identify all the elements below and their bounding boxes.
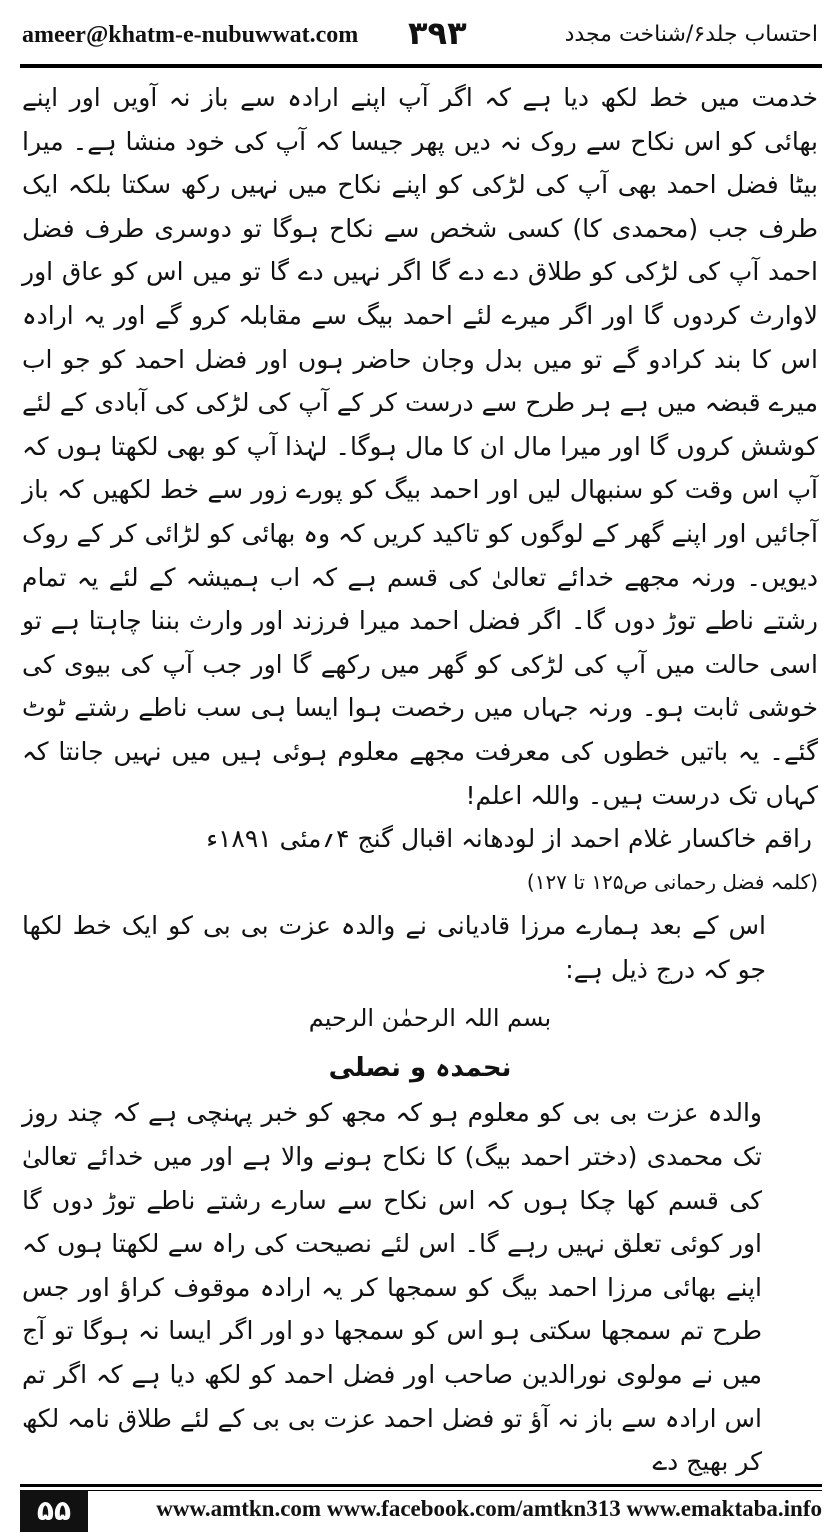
page-header xyxy=(20,14,822,62)
footer-divider-thin xyxy=(20,1490,822,1491)
page-body xyxy=(22,76,818,1484)
header-book-title: احتساب جلد۶/شناخت مجدد xyxy=(564,22,818,47)
body-paragraph: خدمت میں خط لکھ دیا ہے کہ اگر آپ اپنے ارادہ سے باز نہ آویں اور اپنے بھائی کو اس نکاح سے روک نہ دیں پھر جیسا کہ آپ کی خود منشا ہے۔ میرا بیٹا فضل احمد بھی آپ کی لڑکی کو اپنے نکاح میں نہیں رکھ سکتا بلکہ ایک طرف جب (محمدی کا) کسی شخص سے نکاح ہوگا تو دوسری طرف فضل احمد آپ کی لڑکی کو طلاق دے دے گا اگر نہیں دے گا تو میں اس کو عاق اور لاوارث کردوں گا اور اگر میرے لئے احمد بیگ سے مقابلہ کرو گے اور یہ ارادہ اس کا بند کرادو گے تو میں بدل وجان حاضر ہوں اور فضل احمد کو جو اب میرے قبضہ میں ہے ہر طرح سے درست کر کے آپ کی لڑکی کی آبادی کے لئے کوشش کروں گا اور میرا مال ان کا مال ہوگا۔ لہٰذا آپ کو بھی لکھتا ہوں کہ آپ اس وقت کو سنبھال لیں اور احمد بیگ کو پورے زور سے خط لکھیں کہ باز آجائیں اور اپنے گھر کے لوگوں کو تاکید کریں کہ وہ بھائی کو لڑائی کر کے روک دیویں۔ ورنہ مجھے خدائے تعالیٰ کی قسم ہے کہ اب ہمیشہ کے لئے یہ تمام رشتے ناطے توڑ دوں گا۔ اگر فضل احمد میرا فرزند اور وارث بننا چاہتا ہے تو اسی حالت میں آپ کی لڑکی کو گھر میں رکھے گا اور جب آپ کی بیوی کی خوشی ثابت ہو۔ ورنہ جہاں میں رخصت ہوا ایسا ہی سب ناطے رشتے ٹوٹ گئے۔ یہ باتیں خطوں کی معرفت مجھے معلوم ہوئی ہیں میں نہیں جانتا کہ کہاں تک درست ہیں۔ واللہ اعلم! xyxy=(22,83,818,810)
bismillah-heading: بسم اللہ الرحمٰن الرحیم xyxy=(308,1004,552,1033)
letter-intro: اس کے بعد ہمارے مرزا قادیانی نے والدہ عزت بی بی کو ایک خط لکھا جو کہ درج ذیل ہے: xyxy=(22,911,766,984)
footer-website-links[interactable]: www.amtkn.com www.facebook.com/amtkn313 www.emaktaba.info xyxy=(156,1496,822,1521)
letter-salutation: نحمدہ و نصلی xyxy=(328,1053,512,1084)
letter-body: والدہ عزت بی بی کو معلوم ہو کہ مجھ کو خبر پہنچی ہے کہ چند روز تک محمدی (دختر احمد بیگ) کا نکاح ہونے والا ہے اور میں خدائے تعالیٰ کی قسم کھا چکا ہوں کہ اس نکاح سے سارے رشتے ناطے توڑ دوں گا اور کوئی تعلق نہیں رہے گا۔ اس لئے نصیحت کی راہ سے لکھتا ہوں کہ اپنے بھائی مرزا احمد بیگ کو سمجھا کر یہ ارادہ موقوف کراؤ اور جس طرح تم سمجھا سکتی ہو اس کو سمجھا دو اور اگر ایسا نہ ہوگا تو آج میں نے مولوی نورالدین صاحب اور فضل احمد کو لکھ دیا ہے کہ اگر تم اس ارادہ سے باز نہ آؤ تو فضل احمد عزت بی بی کے لئے طلاق نامہ لکھ کر بھیج دے xyxy=(22,1098,762,1477)
header-page-number: ۳۹۳ xyxy=(408,14,467,52)
reference-citation: (کلمہ فضل رحمانی ص۱۲۵ تا ۱۲۷) xyxy=(526,869,818,894)
signature-line: راقم خاکسار غلام احمد از لودھانہ اقبال گنج ۴؍مئی ۱۸۹۱ء xyxy=(206,824,812,854)
footer-divider-thick xyxy=(20,1484,822,1487)
header-divider xyxy=(20,64,822,68)
header-email: ameer@khatm-e-nubuwwat.com xyxy=(22,22,359,48)
footer-page-number: ۵۵ xyxy=(20,1490,88,1532)
